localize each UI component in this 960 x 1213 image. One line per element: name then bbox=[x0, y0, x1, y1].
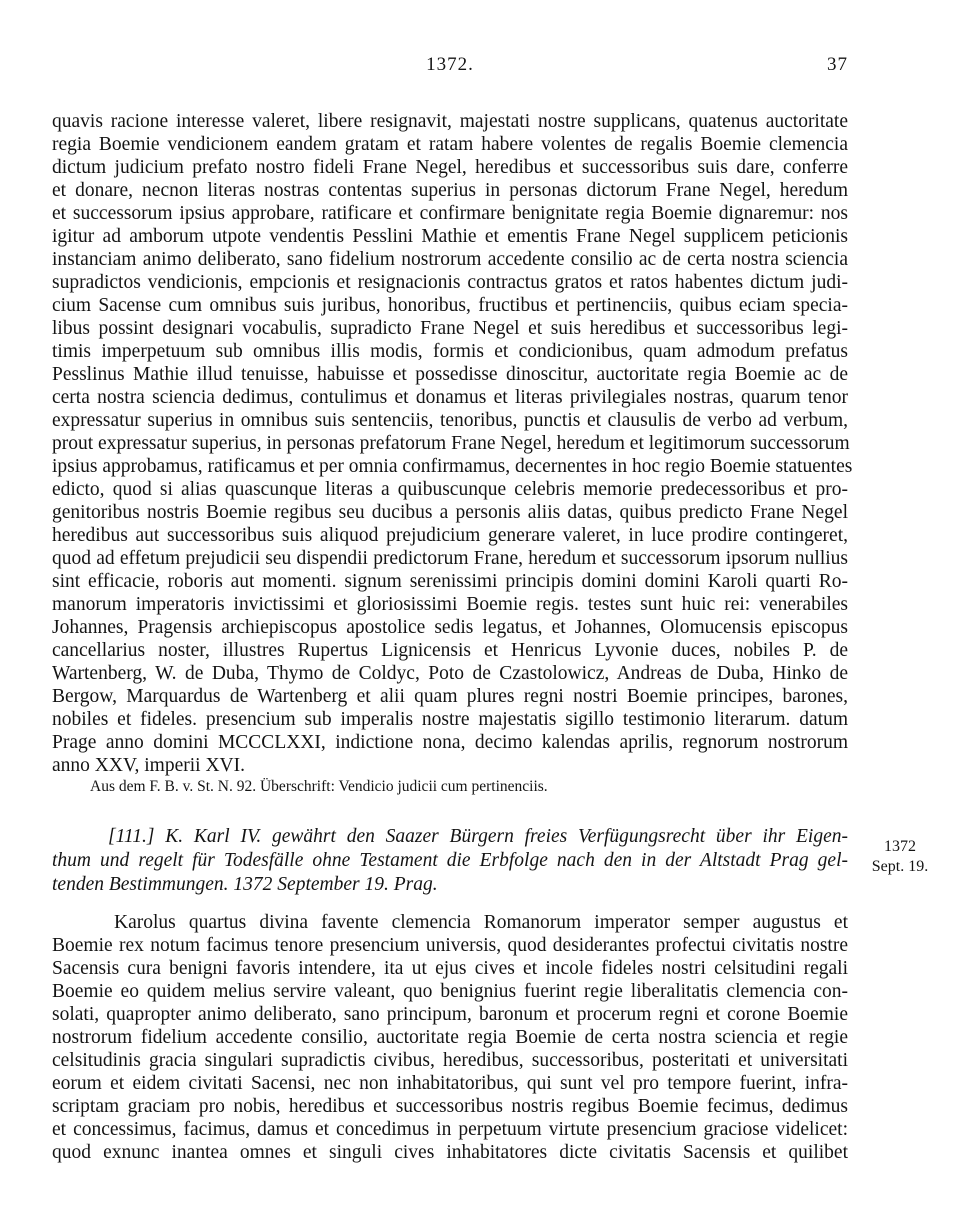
text-line: igitur ad amborum utpote vendentis Pesslini Mathie et ementis Frane Negel supplicem peticionis bbox=[52, 226, 848, 247]
text-line: ipsius approbamus, ratificamus et per omnia confirmamus, decernentes in hoc regio Boemie statuentes bbox=[52, 456, 853, 477]
text-line: genitoribus nostris Boemie regibus seu ducibus a personis aliis datas, quibus predicto Frane Negel bbox=[52, 502, 848, 523]
text-line: quod exnunc inantea omnes et singuli cives inhabitatores dicte civitatis Sacensis et quilibet bbox=[52, 1142, 848, 1163]
regest-line: thum und regelt für Todesfälle ohne Testament die Erbfolge nach den in der Altstadt Prag gel- bbox=[52, 850, 848, 871]
text-line: quod ad effetum prejudicii seu dispendii predictorum Frane, heredum et successorum ipsorum nullius bbox=[52, 548, 848, 569]
text-line: Prage anno domini MCCCLXXI, indictione nona, decimo kalendas aprilis, regnorum nostrorum bbox=[52, 732, 848, 753]
text-line: Wartenberg, W. de Duba, Thymo de Coldyc, Poto de Czastolowicz, Andreas de Duba, Hinko de bbox=[52, 663, 848, 684]
text-line: nobiles et fideles. presencium sub imperalis nostre majestatis sigillo testimonio literarum. datum bbox=[52, 709, 848, 730]
text-line: supradictos vendicionis, empcionis et resignacionis contractus gratos et ratos habentes dictum judi- bbox=[52, 272, 848, 293]
text-line: et concessimus, facimus, damus et concedimus in perpetuum virtute presencium graciose videlicet: bbox=[52, 1119, 848, 1140]
text-line: scriptam graciam pro nobis, heredibus et successoribus nostris regibus Boemie fecimus, dedimus bbox=[52, 1096, 848, 1117]
text-line: celsitudinis gracia singulari supradictis civibus, heredibus, successoribus, posteritati et universitati bbox=[52, 1050, 848, 1071]
regest-line: [111.] K. Karl IV. gewährt den Saazer Bürgern freies Verfügungsrecht über ihr Eigen- bbox=[108, 826, 848, 847]
text-line: heredibus aut successoribus suis aliquod prejudicium generare valeret, in luce prodire contingeret, bbox=[52, 525, 848, 546]
text-line: prout expressatur superius, in personas prefatorum Frane Negel, heredum et legitimorum successorum bbox=[52, 433, 850, 454]
text-line: anno XXV, imperii XVI. bbox=[52, 755, 245, 776]
page-number: 37 bbox=[827, 54, 848, 75]
text-line: nostrorum fidelium accedente consilio, auctoritate regia Boemie de certa nostra sciencia et regie bbox=[52, 1027, 848, 1048]
text-line: regia Boemie vendicionem eandem gratam et ratam habere volentes de regalis Boemie clemencia bbox=[52, 134, 848, 155]
text-line: Johannes, Pragensis archiepiscopus apostolice sedis legatus, et Johannes, Olomucensis episcopus bbox=[52, 617, 848, 638]
margin-year: 1372 bbox=[884, 838, 916, 855]
text-line: Boemie eo quidem melius servire valeant, quo benignius fuerint regie liberalitatis clemencia con- bbox=[52, 981, 848, 1002]
regest-line: tenden Bestimmungen. 1372 September 19. Prag. bbox=[52, 874, 438, 895]
text-line: et donare, necnon literas nostras contentas superius in personas dictorum Frane Negel, heredum bbox=[52, 180, 848, 201]
running-head bbox=[52, 54, 848, 78]
text-line: timis imperpetuum sub omnibus illis modis, formis et condicionibus, quam admodum prefatus bbox=[52, 341, 848, 362]
text-line: certa nostra sciencia dedimus, contulimus et donamus et literas privilegiales nostras, quarum tenor bbox=[52, 387, 848, 408]
text-line: cium Sacense cum omnibus suis juribus, honoribus, fructibus et pertinenciis, quibus eciam specia- bbox=[52, 295, 848, 316]
text-line: Karolus quartus divina favente clemencia Romanorum imperator semper augustus et bbox=[114, 912, 848, 933]
text-line: Pesslinus Mathie illud tenuisse, habuisse et possedisse dinoscitur, auctoritate regia Boemie ac de bbox=[52, 364, 848, 385]
text-line: libus possint designari vocabulis, supradicto Frane Negel et suis heredibus et successoribus legi- bbox=[52, 318, 848, 339]
running-title: 1372. bbox=[426, 54, 474, 75]
text-line: dictum judicium prefato nostro fideli Frane Negel, heredibus et successoribus suis dare, conferre bbox=[52, 157, 848, 178]
text-line: Boemie rex notum facimus tenore presencium universis, quod desiderantes profectui civitatis nostre bbox=[52, 935, 848, 956]
text-line: eorum et eidem civitati Sacensi, nec non inhabitatoribus, qui sunt vel pro tempore fuerint, infra- bbox=[52, 1073, 848, 1094]
text-line: instanciam animo deliberato, sano fidelium nostrorum accedente consilio ac de certa nostra sciencia bbox=[52, 249, 848, 270]
text-line: quavis racione interesse valeret, libere resignavit, majestati nostre supplicans, quatenus auctoritate bbox=[52, 111, 848, 132]
text-line: Bergow, Marquardus de Wartenberg et alii quam plures regni nostri Boemie principes, barones, bbox=[52, 686, 848, 707]
text-line: sint efficacie, roboris aut momenti. signum serenissimi principis domini domini Karoli quarti Ro- bbox=[52, 571, 848, 592]
text-line: cancellarius noster, illustres Rupertus Lignicensis et Henricus Lyvonie duces, nobiles P. de bbox=[52, 640, 848, 661]
text-line: Sacensis cura benigni favoris intendere, ita ut ejus cives et incole fideles nostri celsitudini regali bbox=[52, 958, 848, 979]
source-note: Aus dem F. B. v. St. N. 92. Überschrift: Vendicio judicii cum pertinenciis. bbox=[90, 778, 548, 795]
text-line: solati, quapropter animo deliberato, sano principum, baronum et procerum regni et corone Boemie bbox=[52, 1004, 848, 1025]
text-line: expressatur superius in omnibus suis sentenciis, tenoribus, punctis et clausulis de verbo ad verbum, bbox=[52, 410, 848, 431]
text-line: manorum imperatoris invictissimi et gloriosissimi Boemie regis. testes sunt huic rei: venerabiles bbox=[52, 594, 848, 615]
margin-date: Sept. 19. bbox=[871, 858, 929, 875]
text-line: edicto, quod si alias quascunque literas a quibuscunque celebris memorie predecessoribus et pro- bbox=[52, 479, 848, 500]
text-line: et successorum ipsius approbare, ratificare et confirmare benignitate regia Boemie dignaremur: nos bbox=[52, 203, 848, 224]
